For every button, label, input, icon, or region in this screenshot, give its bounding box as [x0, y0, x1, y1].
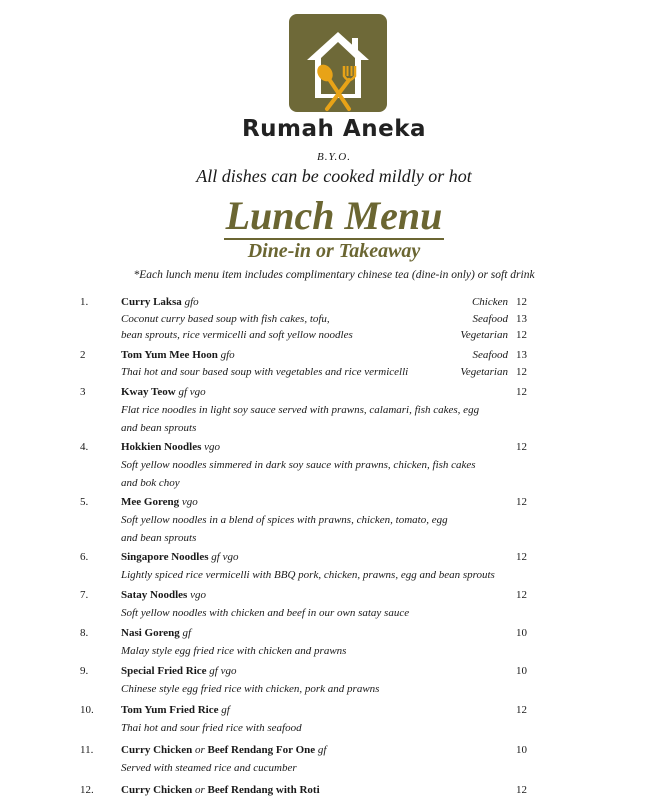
item-description: Coconut curry based soup with fish cakes, tofu, — [121, 313, 330, 325]
item-description: Thai hot and sour based soup with vegetables and rice vermicelli — [121, 366, 409, 378]
item-price: 10 — [516, 627, 527, 639]
cooking-note: All dishes can be cooked mildly or hot — [196, 166, 472, 186]
price-label: Seafood — [472, 349, 508, 361]
item-number: 10. — [80, 704, 94, 716]
item-price: 12 — [516, 704, 527, 716]
item-description: Thai hot and sour fried rice with seafood — [121, 722, 302, 734]
price-label: Vegetarian — [460, 366, 508, 378]
item-tags: vgo — [204, 441, 221, 453]
item-price: 10 — [516, 744, 527, 756]
item-name: Curry Chicken or Beef Rendang with Roti — [121, 784, 320, 796]
item-description: bean sprouts, rice vermicelli and soft yellow noodles — [121, 329, 353, 341]
item-price: 13 — [516, 349, 527, 361]
item-tags: gfo — [184, 296, 199, 308]
item-description: Soft yellow noodles with chicken and beef in our own satay sauce — [121, 607, 410, 619]
item-name: Satay Noodles vgo — [121, 589, 206, 601]
item-description: and bean sprouts — [121, 532, 197, 544]
item-name: Mee Goreng vgo — [121, 496, 198, 508]
item-description: Malay style egg fried rice with chicken and prawns — [121, 645, 347, 657]
item-name: Singapore Noodles gf vgo — [121, 551, 239, 563]
item-tags: gf — [182, 627, 192, 639]
item-name: Curry Laksa gfo — [121, 296, 199, 308]
item-name: Tom Yum Fried Rice gf — [121, 704, 230, 716]
item-number: 7. — [80, 589, 89, 601]
item-tags: gf — [317, 744, 327, 756]
item-price: 10 — [516, 665, 527, 677]
item-description: Chinese style egg fried rice with chicken, pork and prawns — [121, 683, 380, 695]
item-description: Soft yellow noodles in a blend of spices with prawns, chicken, tomato, egg — [121, 514, 448, 526]
item-description: and bean sprouts — [121, 422, 197, 434]
item-number: 4. — [80, 441, 89, 453]
item-tags: vgo — [190, 589, 206, 601]
item-description: Flat rice noodles in light soy sauce served with prawns, calamari, fish cakes, egg — [121, 404, 480, 416]
item-price: 12 — [516, 551, 527, 563]
item-description: Soft yellow noodles simmered in dark soy sauce with prawns, chicken, fish cakes — [121, 459, 476, 471]
menu-title-text: Lunch Menu — [225, 193, 443, 238]
item-price: 12 — [516, 329, 527, 341]
item-number: 2 — [80, 349, 86, 361]
item-price: 13 — [516, 313, 527, 325]
menu-subtitle: Dine-in or Takeaway — [247, 240, 421, 262]
item-name: Kway Teow gf vgo — [121, 386, 206, 398]
item-price: 12 — [516, 386, 527, 398]
inclusion-note: *Each lunch menu item includes complimentary chinese tea (dine-in only) or soft drink — [133, 269, 535, 281]
item-name: Curry Chicken or Beef Rendang For One gf — [121, 744, 327, 756]
item-name: Special Fried Rice gf vgo — [121, 665, 237, 677]
item-tags: gf — [221, 704, 230, 716]
item-tags: vgo — [181, 496, 198, 508]
price-label: Vegetarian — [460, 329, 508, 341]
item-tags: gf vgo — [211, 551, 239, 563]
item-price: 12 — [516, 496, 527, 508]
restaurant-logo — [289, 14, 387, 112]
item-number: 9. — [80, 665, 89, 677]
item-number: 12. — [80, 784, 94, 796]
item-price: 12 — [516, 296, 527, 308]
item-number: 8. — [80, 627, 89, 639]
item-description: and bok choy — [121, 477, 180, 489]
item-tags: gf vgo — [178, 386, 206, 398]
price-label: Chicken — [471, 296, 508, 308]
menu-title — [0, 192, 668, 239]
item-price: 12 — [516, 784, 527, 796]
price-label: Seafood — [472, 313, 508, 325]
item-tags: gfo — [220, 349, 235, 361]
item-number: 5. — [80, 496, 89, 508]
item-name: Nasi Goreng gf — [121, 627, 192, 639]
item-price: 12 — [516, 366, 527, 378]
item-name: Hokkien Noodles vgo — [121, 441, 221, 453]
item-description: Served with steamed rice and cucumber — [121, 762, 297, 774]
item-number: 1. — [80, 296, 89, 308]
restaurant-name: Rumah Aneka — [241, 116, 427, 142]
item-description: Lightly spiced rice vermicelli with BBQ pork, chicken, prawns, egg and bean sprouts — [121, 569, 495, 581]
item-price: 12 — [516, 589, 527, 601]
item-number: 3 — [80, 386, 86, 398]
item-tags: gf vgo — [209, 665, 237, 677]
item-number: 11. — [80, 744, 94, 756]
item-name: Tom Yum Mee Hoon gfo — [121, 349, 235, 361]
item-price: 12 — [516, 441, 527, 453]
byo-note: B.Y.O. — [316, 151, 352, 163]
item-number: 6. — [80, 551, 89, 563]
